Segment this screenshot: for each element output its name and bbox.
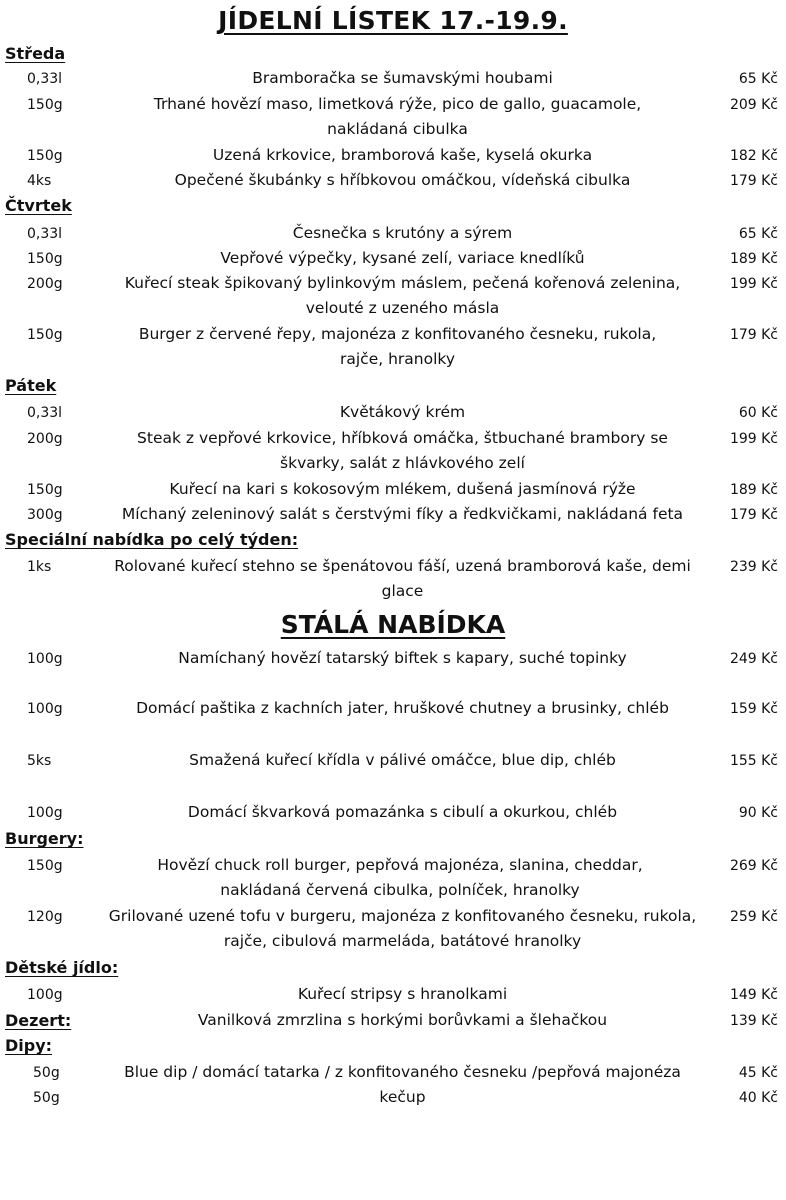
- item-qty: 150g: [27, 148, 63, 164]
- item-price: 40 Kč: [738, 1090, 778, 1106]
- item-price: 259 Kč: [729, 909, 778, 925]
- item-price: 179 Kč: [729, 173, 778, 189]
- burgers-heading: Burgery:: [5, 829, 84, 848]
- item-name: Domácí paštika z kachních jater, hruškové chutney a brusinky, chléb: [136, 699, 669, 717]
- item-price: 179 Kč: [729, 507, 778, 523]
- item-name: Domácí škvarková pomazánka s cibulí a okurkou, chléb: [187, 803, 618, 821]
- item-name: Kuřecí steak špikovaný bylinkovým máslem, pečená kořenová zelenina, velouté z uzeného másla: [124, 274, 681, 317]
- item-qty: 1ks: [27, 559, 52, 575]
- item-name: Burger z červené řepy, majonéza z konfitovaného česneku, rukola, rajče, hranolky: [138, 325, 657, 368]
- special-heading: Speciální nabídka po celý týden:: [5, 530, 299, 549]
- item-name: Namíchaný hovězí tatarský biftek s kapary, suché topinky: [178, 649, 627, 667]
- item-price: 199 Kč: [729, 276, 778, 292]
- item-qty: 200g: [27, 276, 63, 292]
- item-name: Míchaný zeleninový salát s čerstvými fíky a ředkvičkami, nakládaná feta: [121, 505, 684, 523]
- item-qty: 50g: [33, 1090, 60, 1106]
- item-name: Hovězí chuck roll burger, pepřová majonéza, slanina, cheddar, nakládaná červená cibulka, polníček, hranolky: [157, 856, 643, 899]
- item-qty: 0,33l: [27, 71, 63, 87]
- item-price: 189 Kč: [729, 251, 778, 267]
- item-qty: 100g: [27, 805, 63, 821]
- item-qty: 100g: [27, 651, 63, 667]
- item-name: kečup: [379, 1088, 426, 1106]
- item-price: 199 Kč: [729, 431, 778, 447]
- item-name: Uzená krkovice, bramborová kaše, kyselá okurka: [212, 146, 593, 164]
- item-name: Opečené škubánky s hříbkovou omáčkou, vídeňská cibulka: [174, 171, 631, 189]
- item-price: 60 Kč: [738, 405, 778, 421]
- page-title: JÍDELNÍ LÍSTEK 17.-19.9.: [218, 6, 568, 35]
- item-price: 189 Kč: [729, 482, 778, 498]
- item-name: Rolované kuřecí stehno se špenátovou fáší, uzená bramborová kaše, demi glace: [114, 557, 691, 600]
- item-name: Blue dip / domácí tatarka / z konfitovaného česneku /pepřová majonéza: [124, 1063, 681, 1081]
- item-name: Smažená kuřecí křídla v pálivé omáčce, blue dip, chléb: [189, 751, 616, 769]
- item-qty: 150g: [27, 482, 63, 498]
- day-heading-streda: Středa: [5, 44, 66, 63]
- item-price: 159 Kč: [729, 701, 778, 717]
- day-heading-patek: Pátek: [5, 376, 57, 395]
- item-name: Květákový krém: [339, 403, 466, 421]
- item-name: Grilované uzené tofu v burgeru, majonéza z konfitovaného česneku, rukola, rajče, cibulová marmeláda, batátové hranolky: [108, 907, 697, 950]
- item-qty: 200g: [27, 431, 63, 447]
- kids-heading: Dětské jídlo:: [5, 958, 119, 977]
- item-name: Vanilková zmrzlina s horkými borůvkami a šlehačkou: [197, 1011, 608, 1029]
- day-heading-ctvrtek: Čtvrtek: [5, 196, 72, 215]
- item-qty: 150g: [27, 858, 63, 874]
- item-qty: 0,33l: [27, 405, 63, 421]
- item-name: Steak z vepřové krkovice, hříbková omáčka, štbuchané brambory se škvarky, salát z hlávkového zelí: [137, 429, 668, 472]
- item-qty: 5ks: [27, 753, 52, 769]
- item-name: Kuřecí na kari s kokosovým mlékem, dušená jasmínová rýže: [169, 480, 636, 498]
- item-price: 65 Kč: [738, 71, 778, 87]
- item-price: 149 Kč: [729, 987, 778, 1003]
- item-price: 155 Kč: [729, 753, 778, 769]
- item-name: Kuřecí stripsy s hranolkami: [297, 985, 508, 1003]
- item-qty: 0,33l: [27, 226, 63, 242]
- item-name: Vepřové výpečky, kysané zelí, variace knedlíků: [220, 249, 585, 267]
- item-name: Bramboračka se šumavskými houbami: [252, 69, 553, 87]
- dips-heading: Dipy:: [5, 1036, 53, 1055]
- dessert-heading: Dezert:: [5, 1011, 72, 1030]
- item-qty: 120g: [27, 909, 63, 925]
- item-qty: 150g: [27, 327, 63, 343]
- item-price: 179 Kč: [729, 327, 778, 343]
- item-qty: 150g: [27, 97, 63, 113]
- section-title-standing: STÁLÁ NABÍDKA: [280, 610, 506, 639]
- item-price: 269 Kč: [729, 858, 778, 874]
- item-price: 249 Kč: [729, 651, 778, 667]
- item-qty: 50g: [33, 1065, 60, 1081]
- item-qty: 100g: [27, 987, 63, 1003]
- item-price: 90 Kč: [738, 805, 778, 821]
- item-price: 182 Kč: [729, 148, 778, 164]
- item-price: 239 Kč: [729, 559, 778, 575]
- item-price: 209 Kč: [729, 97, 778, 113]
- item-qty: 150g: [27, 251, 63, 267]
- item-qty: 4ks: [27, 173, 52, 189]
- item-qty: 300g: [27, 507, 63, 523]
- item-price: 45 Kč: [738, 1065, 778, 1081]
- item-name: Trhané hovězí maso, limetková rýže, pico de gallo, guacamole, nakládaná cibulka: [153, 95, 642, 138]
- item-name: Česnečka s krutóny a sýrem: [292, 224, 513, 242]
- item-price: 139 Kč: [729, 1013, 778, 1029]
- item-qty: 100g: [27, 701, 63, 717]
- item-price: 65 Kč: [738, 226, 778, 242]
